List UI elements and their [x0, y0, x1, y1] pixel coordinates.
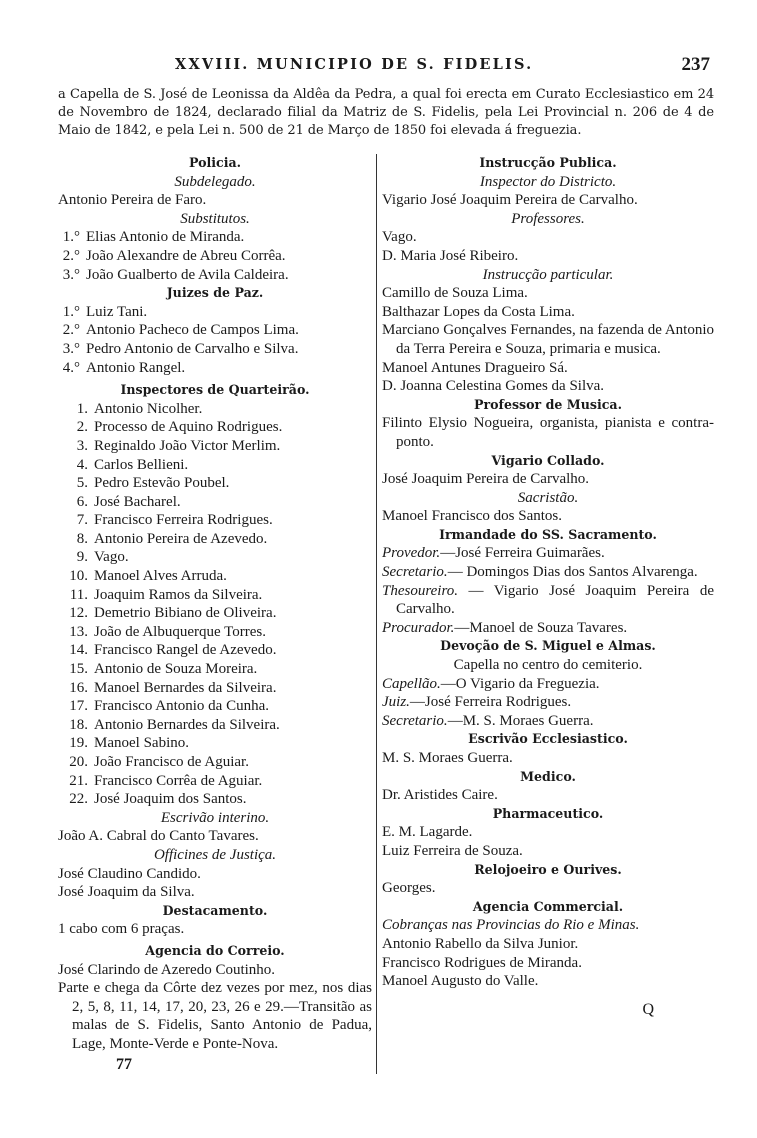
list-item: [58, 548, 372, 567]
item-name: Elias Antonio de Miranda.: [86, 229, 245, 246]
list-item: [58, 790, 372, 809]
list-item: [58, 228, 372, 247]
page-title: XXVIII. MUNICIPIO DE S. FIDELIS.: [175, 56, 534, 73]
item-name: João Alexandre de Abreu Corrêa.: [86, 247, 286, 264]
list-item: [382, 582, 714, 619]
item-number: 10.: [69, 568, 88, 585]
subheading: Instrucção particular.: [482, 266, 614, 283]
subheading: Professores.: [511, 210, 585, 227]
note: Capella no centro do cemiterio.: [453, 657, 643, 674]
item-number: 2.°: [62, 322, 80, 339]
item-number: 19.: [69, 735, 88, 752]
role-name: —O Vigario da Freguezia.: [440, 675, 600, 692]
item-name: João Francisco de Aguiar.: [94, 754, 249, 770]
list-item: [382, 544, 714, 563]
list-item: [58, 660, 372, 679]
section-heading: Devoção de S. Miguel e Almas.: [440, 638, 656, 654]
section-heading: Inspectores de Quarteirão.: [120, 382, 310, 398]
list-item: [58, 400, 372, 419]
list-item: E. M. Lagarde.: [382, 824, 473, 841]
running-header: [58, 54, 714, 80]
list-item: José Joaquim Pereira de Carvalho.: [382, 471, 590, 488]
list-item: Georges.: [382, 880, 436, 897]
item-number: 1.°: [62, 229, 80, 246]
list-item: [382, 563, 714, 582]
item-name: Francisco Rangel de Azevedo.: [94, 642, 277, 659]
role-name: —José Ferreira Guimarães.: [440, 545, 605, 562]
subheading: Inspector do Districto.: [479, 173, 617, 190]
item-number: 8.: [76, 530, 88, 547]
item-number: 6.: [76, 493, 88, 510]
item-name: Processo de Aquino Rodrigues.: [94, 419, 283, 436]
item-name: Manoel Alves Arruda.: [94, 568, 227, 585]
section-heading: Pharmaceutico.: [492, 805, 604, 821]
right-column: [376, 154, 714, 1074]
list-item: [58, 266, 372, 285]
section-heading: Destacamento.: [162, 902, 268, 918]
list-item: [58, 641, 372, 660]
page-body: [58, 54, 714, 1074]
list-item: [58, 697, 372, 716]
list-item: D. Maria José Ribeiro.: [382, 247, 519, 264]
role-name: —M. S. Moraes Guerra.: [447, 712, 594, 729]
item-name: Manoel Sabino.: [94, 735, 189, 752]
item-number: 3.°: [62, 340, 80, 357]
item-number: 2.: [76, 419, 88, 436]
role-label: Thesoureiro.: [382, 582, 458, 599]
role-label: Procurador.: [382, 619, 455, 636]
item-number: 11.: [69, 586, 88, 603]
list-item: José Joaquim da Silva.: [58, 884, 195, 901]
list-item: Balthazar Lopes da Costa Lima.: [382, 303, 575, 320]
list-item: Manoel Francisco dos Santos.: [382, 508, 562, 525]
item-number: 3.: [76, 437, 88, 454]
list-item: Manoel Augusto do Valle.: [382, 973, 539, 990]
list-item: José Clarindo de Azeredo Coutinho.: [58, 961, 276, 978]
list-item: Marciano Gonçalves Fernandes, na fazenda de Antonio da Terra Pereira e Souza, primaria e musica.: [382, 322, 714, 357]
list-item: Dr. Aristides Caire.: [382, 787, 498, 804]
section-heading: Medico.: [520, 768, 576, 784]
item-number: 16.: [69, 679, 88, 696]
item-name: Vago.: [94, 549, 129, 566]
list-item: [382, 675, 714, 694]
item-number: 1.°: [62, 303, 80, 320]
subheading: Subdelegado.: [174, 173, 256, 190]
intro-paragraph: a Capella de S. José de Leonissa da Aldêa da Pedra, a qual foi erecta em Curato Ecclesiastico em 24 de Novembro de 1824, declarado filial da Matriz de S. Fidelis, pela Lei Provincial n. 206 de 4 de Maio de 1842, e pela Lei n. 500 de 21 de Março de 1850 foi elevada á freguezia.: [58, 87, 714, 138]
item-number: 20.: [69, 754, 88, 770]
list-item: Vigario José Joaquim Pereira de Carvalho.: [382, 192, 638, 209]
section-heading: Policia.: [188, 155, 242, 170]
item-number: 17.: [69, 698, 88, 715]
list-item: Antonio Pereira de Faro.: [58, 192, 207, 209]
item-name: Francisco Ferreira Rodrigues.: [94, 512, 273, 529]
role-name: — Vigario José Joaquim Pereira de Carvalho.: [396, 582, 714, 618]
role-label: Capellão.: [382, 675, 441, 692]
item-name: João Gualberto de Avila Caldeira.: [86, 266, 289, 283]
list-item: 1 cabo com 6 praças.: [58, 921, 185, 938]
role-label: Secretario.: [382, 564, 448, 581]
section-heading: Agencia do Correio.: [145, 942, 285, 958]
list-item: [382, 693, 714, 712]
irmandade-list: [382, 544, 714, 637]
page-number: 237: [681, 54, 710, 75]
item-number: 4.°: [62, 359, 80, 376]
item-number: 3.°: [62, 266, 80, 283]
item-name: Demetrio Bibiano de Oliveira.: [94, 605, 277, 622]
item-name: Antonio Nicolher.: [94, 400, 203, 417]
list-item: Antonio Rabello da Silva Junior.: [382, 935, 579, 952]
list-item: [58, 734, 372, 753]
list-item: [58, 604, 372, 623]
role-label: Provedor.: [382, 545, 441, 562]
role-name: — Domingos Dias dos Santos Alvarenga.: [447, 564, 698, 581]
item-number: 5.: [76, 475, 88, 492]
item-name: Antonio de Souza Moreira.: [94, 661, 258, 678]
section-heading: Vigario Collado.: [491, 452, 605, 468]
list-item: Vago.: [382, 229, 417, 246]
list-item: Manoel Antunes Dragueiro Sá.: [382, 359, 568, 376]
role-name: —Manoel de Souza Tavares.: [454, 619, 628, 636]
item-name: Antonio Rangel.: [86, 359, 186, 376]
item-name: Manoel Bernardes da Silveira.: [94, 679, 277, 696]
list-item: [58, 303, 372, 322]
item-name: Antonio Bernardes da Silveira.: [94, 716, 280, 733]
list-item: [58, 474, 372, 493]
list-item: [382, 712, 714, 731]
list-item: José Claudino Candido.: [58, 865, 201, 882]
item-number: 21.: [69, 772, 88, 789]
section-heading: Escrivão Ecclesiastico.: [468, 731, 628, 747]
list-item: Luiz Ferreira de Souza.: [382, 842, 523, 859]
item-number: 4.: [76, 456, 88, 473]
item-number: 9.: [76, 549, 88, 566]
section-heading: Instrucção Publica.: [479, 155, 617, 170]
list-item: Parte e chega da Côrte dez vezes por mez, nos dias 2, 5, 8, 11, 14, 17, 20, 23, 26 e 29.—Transitão as malas de S. Fidelis, Santo Antonio de Padua, Lage, Monte-Verde e Ponte-Nova.: [58, 980, 372, 1052]
list-item: [58, 716, 372, 735]
list-item: [58, 586, 372, 605]
left-column: [58, 154, 376, 1074]
list-item: [58, 567, 372, 586]
signature-mark: Q: [642, 1000, 654, 1018]
list-item: [58, 623, 372, 642]
item-name: Francisco Antonio da Cunha.: [94, 698, 269, 715]
two-column-body: [58, 154, 714, 1074]
item-number: 2.°: [62, 247, 80, 264]
item-number: 15.: [69, 661, 88, 678]
item-name: Francisco Corrêa de Aguiar.: [94, 772, 263, 789]
section-heading: Agencia Commercial.: [472, 898, 624, 914]
item-name: Carlos Bellieni.: [94, 456, 189, 473]
subheading: Officines de Justiça.: [153, 846, 277, 863]
item-number: 22.: [69, 791, 88, 808]
role-label: Secretario.: [382, 712, 448, 729]
item-name: Joaquim Ramos da Silveira.: [94, 586, 263, 603]
list-item: [58, 456, 372, 475]
section-heading: Relojoeiro e Ourives.: [474, 861, 622, 877]
list-item: [58, 493, 372, 512]
section-heading: Juizes de Paz.: [166, 285, 264, 301]
item-number: 14.: [69, 642, 88, 659]
list-item: [58, 321, 372, 340]
item-name: Reginaldo João Victor Merlim.: [94, 437, 281, 454]
list-item: Camillo de Souza Lima.: [382, 285, 528, 302]
list-item: [58, 679, 372, 698]
item-name: Pedro Antonio de Carvalho e Silva.: [86, 340, 299, 357]
substitutos-list: [58, 228, 372, 284]
subheading: Escrivão interino.: [160, 809, 270, 826]
list-item: Filinto Elysio Nogueira, organista, pianista e contra-ponto.: [382, 415, 714, 450]
item-name: Pedro Estevão Poubel.: [94, 475, 230, 492]
list-item: [58, 247, 372, 266]
item-number: 12.: [69, 605, 88, 622]
note: Cobranças nas Provincias do Rio e Minas.: [382, 917, 640, 934]
list-item: M. S. Moraes Guerra.: [382, 750, 513, 766]
item-name: Luiz Tani.: [86, 303, 148, 320]
item-number: 18.: [69, 716, 88, 733]
list-item: [58, 437, 372, 456]
list-item: [58, 753, 372, 772]
item-name: Antonio Pacheco de Campos Lima.: [86, 322, 299, 339]
item-number: 1.: [76, 400, 88, 417]
role-name: —José Ferreira Rodrigues.: [409, 694, 572, 711]
item-number: 13.: [69, 623, 88, 640]
item-number: 7.: [76, 512, 88, 529]
section-heading: Professor de Musica.: [474, 396, 622, 412]
list-item: [58, 511, 372, 530]
list-item: D. Joanna Celestina Gomes da Silva.: [382, 378, 605, 395]
list-item: [58, 772, 372, 791]
list-item: [58, 359, 372, 378]
item-name: José Joaquim dos Santos.: [94, 791, 247, 808]
sheet-number: 77: [116, 1055, 132, 1073]
list-item: João A. Cabral do Canto Tavares.: [58, 828, 259, 845]
subheading: Sacristão.: [517, 489, 579, 506]
item-name: José Bacharel.: [94, 493, 181, 510]
list-item: [382, 619, 714, 638]
section-heading: Irmandade do SS. Sacramento.: [439, 526, 657, 542]
list-item: [58, 530, 372, 549]
role-label: Juiz.: [382, 694, 410, 711]
list-item: Francisco Rodrigues de Miranda.: [382, 954, 582, 971]
devocao-list: [382, 675, 714, 731]
subheading: Substitutos.: [180, 210, 250, 227]
list-item: [58, 340, 372, 359]
list-item: [58, 418, 372, 437]
item-name: João de Albuquerque Torres.: [94, 623, 266, 640]
juizes-list: [58, 303, 372, 377]
item-name: Antonio Pereira de Azevedo.: [94, 530, 268, 547]
inspectores-list: [58, 400, 372, 809]
